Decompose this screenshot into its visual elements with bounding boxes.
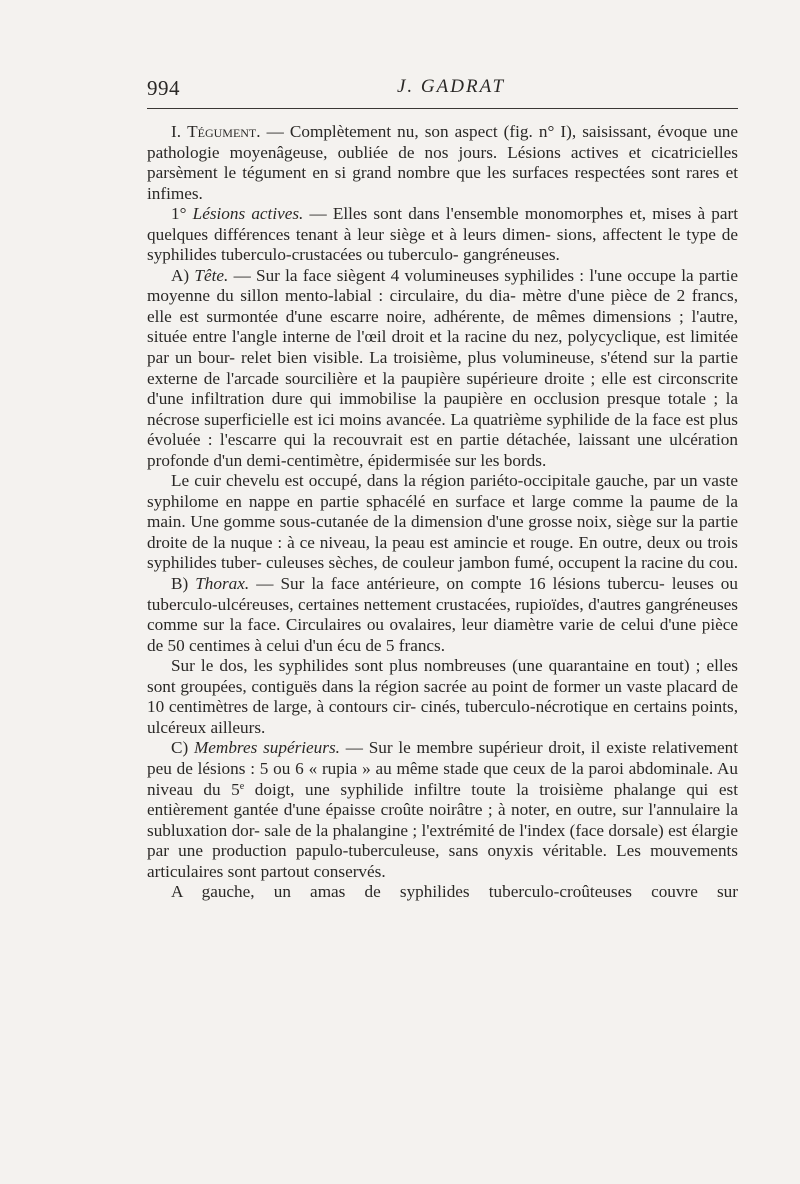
paragraph-tete: [147, 266, 738, 471]
paragraph-membres-superieurs: [147, 738, 738, 882]
subsection-heading: Lésions actives.: [192, 204, 304, 224]
page-header: [147, 74, 738, 108]
header-rule: [147, 108, 738, 109]
superscript: e: [239, 780, 245, 792]
section-heading: Tégument.: [187, 122, 261, 141]
subsection-heading: Tête.: [194, 265, 229, 285]
subsection-letter: A): [171, 265, 195, 285]
paragraph-text: — Sur le membre supérieur droit, il existe relativement peu de lésions : 5 ou 6 « rupia » au même stade que ceux de la paroi abdominale. Au niveau du 5: [147, 738, 738, 799]
subsection-letter: C): [171, 738, 194, 758]
paragraph-text: — Sur la face antérieure, on compte 16 lésions tubercu- leuses ou tuberculo-ulcéreuses, certaines nettement crustacées, rupioïdes, d'autres gangréneuses comme sur la face. Circulaires ou ovalaires, leur diamètre varie de celui d'une pièce de 50 centimes à celui d'un écu de 5 francs.: [147, 574, 738, 655]
paragraph-text: — Sur la face siègent 4 volumineuses syphilides : l'une occupe la partie moyenne du sillon mento-labial : circulaire, du dia- mètre d'une pièce de 2 francs, elle est surmontée d'une escarre noire, adhérente, de mêmes dimensions ; l'autre, située entre l'angle interne de l'œil droit et la racine du nez, polycyclique, est limitée par un bour- relet bien visible. La troisième, plus volumineuse, s'étend sur la partie externe de l'arcade sourcilière et la paupière supérieure droite ; elle est circonscrite d'une infiltration dure qui immobilise la paupière en occlusion presque totale ; la nécrose superficielle est ici moins avancée. La quatrième syphilide de la face est plus évoluée : l'escarre qui la recouvrait est en partie détachée, laissant une ulcération profonde d'un demi-centimètre, épidermisée sur les bords.: [147, 265, 738, 470]
paragraph-gauche: [147, 882, 738, 903]
section-number: I.: [171, 122, 182, 141]
paragraph-text: Le cuir chevelu est occupé, dans la région pariéto-occipitale gauche, par un vaste syphilome en nappe en partie sphacélé en surface et large comme la paume de la main. Une gomme sous-cutanée de la dimension d'une grosse noix, siège sur la partie droite de la nuque : à ce niveau, la peau est amincie et rouge. En outre, deux ou trois syphilides tuber- culeuses sèches, de couleur jambon fumé, occupent la racine du cou.: [147, 471, 738, 573]
paragraph-cuir-chevelu: [147, 471, 738, 574]
subsection-heading: Membres supérieurs.: [193, 738, 340, 758]
subsection-number: 1°: [171, 204, 193, 224]
body-text: [147, 122, 738, 903]
paragraph-text: Sur le dos, les syphilides sont plus nombreuses (une quarantaine en tout) ; elles sont groupées, contiguës dans la région sacrée au point de former un vaste placard de 10 centimètres de large, à contours cir- cinés, tuberculo-nécrotique en certains points, ulcéreux ailleurs.: [147, 656, 738, 737]
paragraph-text: — Complètement nu, son aspect (fig. n° I), saisissant, évoque une pathologie moyenâgeuse, oubliée de nos jours. Lésions actives et cicatricielles parsèment le tégument en si grand nombre que les surfaces respectées sont rares et infimes.: [147, 122, 739, 203]
paragraph-text: — Elles sont dans l'ensemble monomorphes et, mises à part quelques différences tenant à leur siège et à leurs dimen- sions, affectent le type de syphilides tuberculo-crustacées ou tuberculo- gangréneuses.: [147, 204, 739, 265]
paragraph-dos: [147, 656, 738, 738]
subsection-heading: Thorax.: [195, 574, 250, 594]
page-number: 994: [147, 76, 180, 100]
paragraph-text: doigt, une syphilide infiltre toute la troisième phalange qui est entièrement gantée d'une épaisse croûte noirâtre ; à noter, en outre, sur l'annulaire la subluxation dor- sale de la phalangine ; l'extrémité de l'index (face dorsale) est élargie par une production papulo-tuberculeuse, sans onyxis véritable. Les mouvements articulaires sont partout conservés.: [147, 779, 738, 881]
paragraph-thorax: [147, 574, 738, 656]
paragraph-text: A gauche, un amas de syphilides tuberculo-croûteuses couvre sur: [171, 882, 738, 902]
paragraph-tegument: [147, 122, 738, 204]
subsection-letter: B): [171, 574, 196, 594]
paragraph-lesions-actives: [147, 204, 738, 266]
running-head: J. GADRAT: [397, 76, 506, 97]
